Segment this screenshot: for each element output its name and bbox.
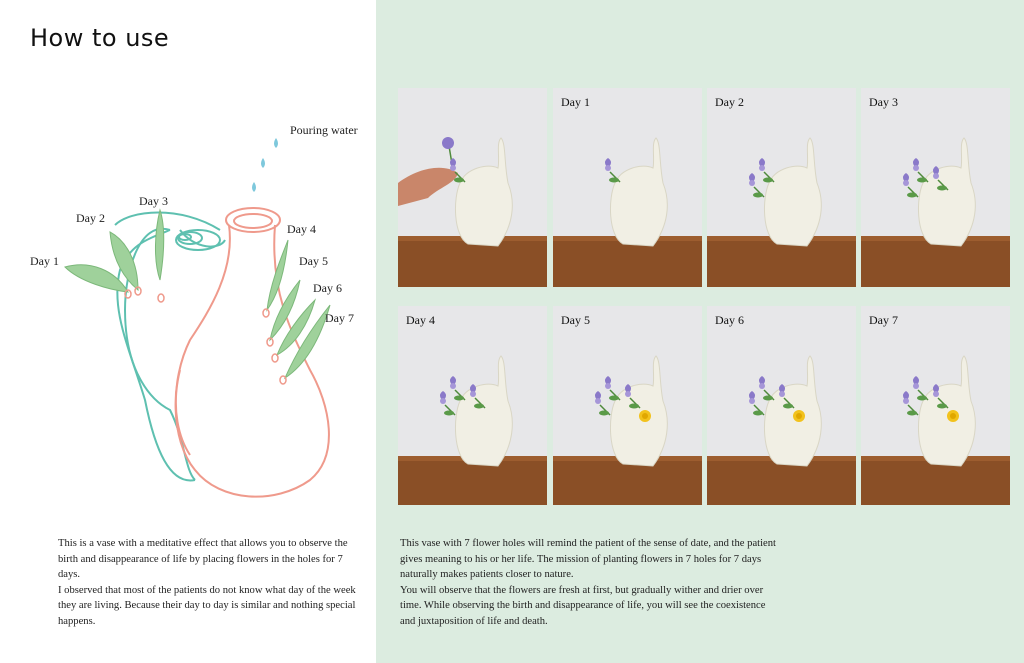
paragraph: I observed that most of the patients do not know what day of the week they are living. Because their day to day is similar and nothing special happens. (58, 584, 356, 627)
photo-caption: Day 3 (869, 95, 898, 109)
paragraph: You will observe that the flowers are fresh at first, but gradually wither and drier over time. While observing the birth and disappearance of life, you will see the coexistence and juxtaposition of life and death. (400, 584, 766, 627)
page-title: How to use (30, 24, 170, 52)
photo-day-4 (398, 306, 547, 505)
label-day-4: Day 4 (287, 222, 316, 236)
left-panel (0, 0, 376, 663)
flower-holes-left (125, 287, 164, 302)
label-day-7: Day 7 (325, 311, 354, 325)
photo-image (861, 306, 1010, 505)
photo-day-3 (861, 88, 1010, 287)
label-day-2: Day 2 (76, 211, 105, 225)
photo-caption: Day 4 (406, 313, 435, 327)
description-right (400, 536, 780, 630)
label-day-5: Day 5 (299, 254, 328, 268)
photo-image (707, 88, 856, 287)
photo-caption: Day 7 (869, 313, 898, 327)
photo-day-6 (707, 306, 856, 505)
photo-caption: Day 6 (715, 313, 744, 327)
water-drops (252, 138, 278, 192)
vase-illustration (20, 110, 370, 510)
label-day-3: Day 3 (139, 194, 168, 208)
photo-image (398, 88, 547, 287)
photo-day-0 (398, 88, 547, 287)
paragraph: This is a vase with a meditative effect that allows you to observe the birth and disappearance of life by placing flowers in the holes for 7 days. (58, 538, 348, 581)
photo-caption: Day 1 (561, 95, 590, 109)
photo-image (861, 88, 1010, 287)
photo-day-2 (707, 88, 856, 287)
photo-caption: Day 2 (715, 95, 744, 109)
photo-day-5 (553, 306, 702, 505)
label-day-1: Day 1 (30, 254, 59, 268)
photo-image (553, 306, 702, 505)
photo-image (553, 88, 702, 287)
photo-image (707, 306, 856, 505)
label-day-6: Day 6 (313, 281, 342, 295)
left-vase-outline (115, 213, 225, 481)
label-pouring-water: Pouring water (290, 123, 358, 137)
paragraph: This vase with 7 flower holes will remind the patient of the sense of date, and the patient gives meaning to his or her life. The mission of planting flowers in 7 holes for 7 days naturally makes patients closer to nature. (400, 538, 776, 581)
description-left (58, 536, 358, 630)
photo-day-1 (553, 88, 702, 287)
photo-image (398, 306, 547, 505)
photo-caption: Day 5 (561, 313, 590, 327)
photo-day-7 (861, 306, 1010, 505)
